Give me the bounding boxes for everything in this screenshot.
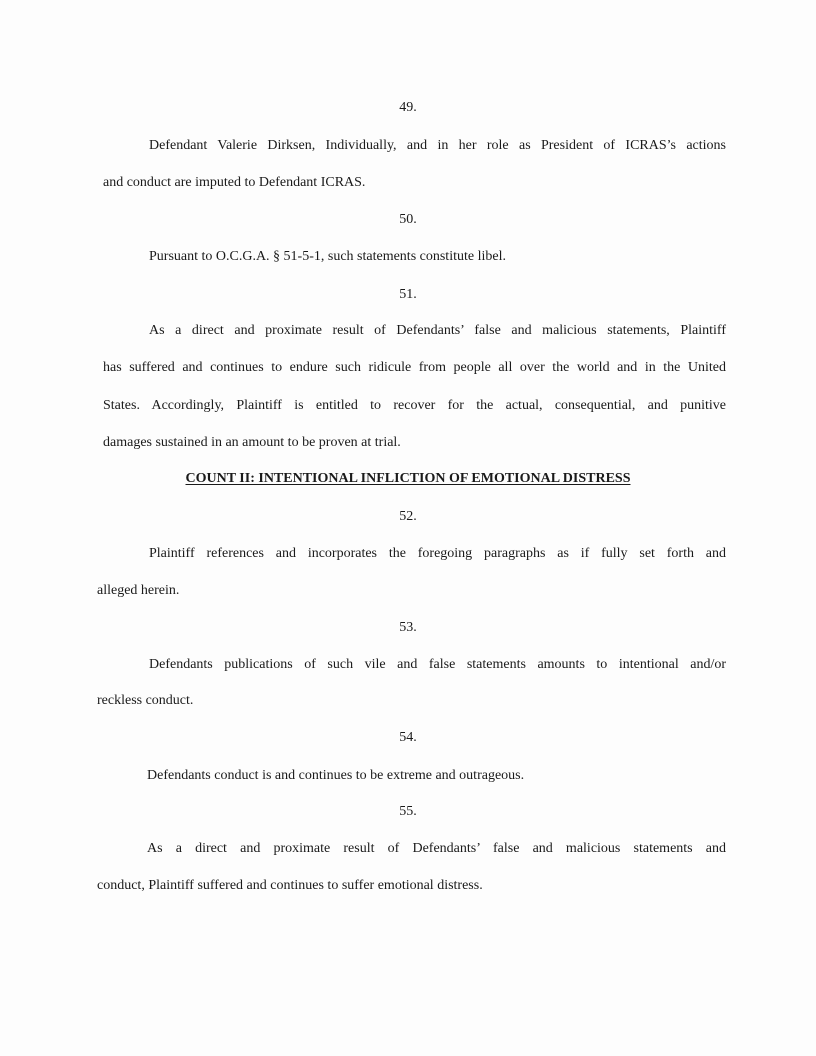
section-heading-text: COUNT II: INTENTIONAL INFLICTION OF EMOTIONAL DISTRESS [185, 471, 631, 486]
paragraph-text-line: conduct, Plaintiff suffered and continues to suffer emotional distress. [97, 878, 483, 893]
paragraph-text-line: and conduct are imputed to Defendant ICRAS. [103, 175, 366, 190]
paragraph-text-line: Defendants conduct is and continues to be extreme and outrageous. [147, 768, 525, 783]
paragraph-text-line: As a direct and proximate result of Defendants’ false and malicious statements, Plaintiff [149, 323, 726, 338]
paragraph-number: 49. [399, 100, 417, 115]
paragraph-number: 54. [399, 730, 417, 745]
paragraph-text-line: Pursuant to O.C.G.A. § 51-5-1, such statements constitute libel. [149, 249, 506, 264]
paragraph-number: 55. [399, 804, 417, 819]
paragraph-text-line: As a direct and proximate result of Defendants’ false and malicious statements and [147, 841, 726, 856]
paragraph-text-line: alleged herein. [97, 583, 180, 598]
paragraph-number: 50. [399, 212, 417, 227]
paragraph-number: 52. [399, 509, 417, 524]
paragraph-text-line: Defendants publications of such vile and false statements amounts to intentional and/or [149, 657, 726, 672]
paragraph-text-line: has suffered and continues to endure such ridicule from people all over the world and in the United [103, 360, 726, 375]
paragraph-number: 51. [399, 287, 417, 302]
paragraph-number: 53. [399, 620, 417, 635]
section-heading [0, 470, 816, 488]
paragraph-text-line: damages sustained in an amount to be proven at trial. [103, 435, 401, 450]
paragraph-text-line: Plaintiff references and incorporates the foregoing paragraphs as if fully set forth and [149, 546, 726, 561]
paragraph-text-line: reckless conduct. [97, 693, 194, 708]
paragraph-text-line: Defendant Valerie Dirksen, Individually, and in her role as President of ICRAS’s actions [149, 138, 726, 153]
paragraph-text-line: States. Accordingly, Plaintiff is entitled to recover for the actual, consequential, and punitive [103, 398, 726, 413]
